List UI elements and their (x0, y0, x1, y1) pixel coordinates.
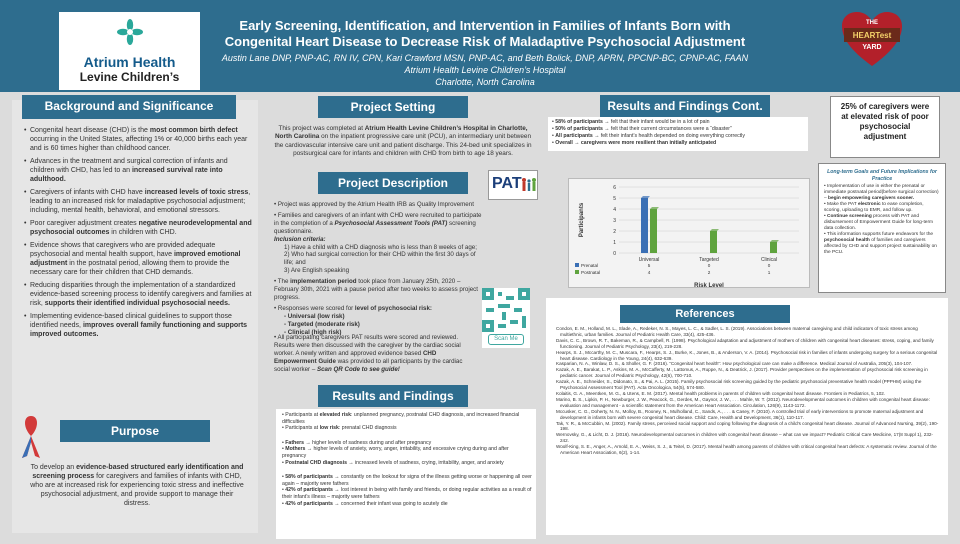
x-tick-label: Targeted (699, 257, 719, 263)
description-item: - Clinical (high risk) (284, 328, 342, 336)
results-item: • 42% of participants → concerned their infant was going to acutely die (282, 500, 448, 507)
poster-title: Early Screening, Identification, and Intervention in Families of Infants Born with Congenital Heart Disease to Decrease Risk of Maladaptive Psychosocial Adjustment (224, 18, 746, 49)
longterm-item: • This information supports future endeavors for the psychosocial health of families and caregivers affected by CHD and support project sustainability on the PCU. (824, 232, 937, 256)
y-axis-label: Participants (579, 202, 585, 238)
legend-table-value: 0 (707, 263, 711, 268)
description-item: • Families and caregivers of an infant with CHD were recruited to participate in the completion of a Psychosocial Assessment Tools (PAT) screening questionnaire. (274, 211, 482, 235)
legend-swatch (575, 270, 579, 274)
legend-table-value: 2 (707, 270, 711, 275)
x-tick-label: Clinical (760, 257, 778, 263)
legend-label: Postnatal (581, 270, 601, 275)
badge-line-3: YARD (862, 44, 882, 51)
results-item: • Mothers → higher levels of anxiety, worry, anger, irritability, and excessive crying during and after pregnancy (282, 446, 509, 459)
results-item: • Participants at elevated risk: unplanned pregnancy, postnatal CHD diagnosis, and increased financial difficulties (282, 412, 520, 425)
qr-code[interactable] (482, 288, 530, 348)
description-item: 2) Who had surgical correction for their CHD within the first 30 days of life; and (284, 251, 476, 267)
risk-chart-svg (569, 179, 811, 289)
x-axis-label: Risk Level (694, 283, 724, 289)
authors-block (215, 52, 755, 88)
references-heading: References (620, 305, 790, 323)
family-icon (521, 177, 537, 193)
atrium-logo (59, 12, 200, 90)
legend-table-value: 1 (767, 270, 771, 275)
background-heading: Background and Significance (22, 95, 236, 119)
description-item: Inclusion criteria: (274, 235, 326, 243)
callout-box: 25% of caregivers were at elevated risk of poor psychosocial adjustment (830, 96, 940, 158)
pat-logo-text: PAT (492, 175, 522, 192)
legend-table-value: 0 (767, 263, 771, 268)
results-cont-heading: Results and Findings Cont. (600, 95, 770, 117)
heart-badge-icon (840, 10, 904, 70)
y-tick-label: 3 (613, 218, 616, 224)
badge-line-1: THE (866, 20, 878, 26)
longterm-box (818, 163, 946, 293)
description-item: 3) Are English speaking (284, 267, 350, 275)
heartest-yard-badge (840, 10, 904, 70)
description-item: - Targeted (moderate risk) (284, 320, 360, 328)
qr-code-icon (482, 288, 530, 332)
reference-item: Condon, E. M., Holland, M. L., Slade, A., Redeker, N. S., Mayes, L. C., & Sadler, L. S. (2019). Associations between maternal caregiving and child indicators of toxic stress among multiethnic, urban families. Journal of Pediatric Health Care, 33(4), 425-436. (556, 326, 918, 337)
institution-line: Atrium Health Levine Children’s Hospital (404, 65, 566, 75)
description-list (274, 201, 484, 337)
awareness-ribbon-icon (18, 412, 44, 460)
y-tick-label: 2 (613, 229, 616, 235)
reference-item: Mccusker, C. G., Doherty, N. N., Molloy, B., Rooney, N., Mulholland, C., Sands, A., . . . & Casey, F. (2010). A controlled trial of early interventions to promote maternal adjustment and development in infants born with severe congenital heart disease. Child: Care, Health and Development, 36(1), 110-117. (556, 408, 924, 420)
reference-item: Marino, B. S., Lipkin, P. H., Newburger, J. W., Peacock, G., Gerdes, M., Gaynor, J. W., . . . Mahle, W. T. (2012). Neurodevelopmental outcomes in children with congenital heart disease: evaluation and management - a scientific statement from the American Heart Association. Circulation, 126(9), 1143-1172. (556, 396, 930, 408)
longterm-heading: Long-term Goals and Future Implications for Practice (827, 169, 937, 182)
longterm-item: • Implementation of use in either the prenatal or immediate postnatal period(before surgical correction) – begin empowering caregivers sooner. (824, 184, 939, 202)
background-item: • Evidence shows that caregivers who are provided adequate psychosocial and mental health support, have improved emotional adjustment in the postnatal period, allowing them to provide the necessary care for their children that CHD demands. (24, 241, 252, 277)
pat-logo (488, 170, 538, 200)
legend-table-value: 5 (647, 263, 651, 268)
y-tick-label: 5 (613, 196, 616, 202)
bar (641, 198, 648, 253)
results-cont-item: • 50% of participants → felt that their current circumstances were a “disaster” (552, 126, 732, 132)
results-item: • 58% of participants → constantly on the lookout for signs of the illness getting worse or happening all over again – majority were fathers (282, 474, 532, 487)
results-cont-list (552, 119, 806, 147)
results-list (282, 412, 532, 507)
results-cont-item: • 58% of participants → felt that their infant would be in a lot of pain (552, 119, 710, 125)
reference-item: Kasparian, N. A., Winlaw, D. S., & Sholler, G. F. (2016). “Congenital heart health”: How psychological care can make a difference. Medical Journal of Australia, 205(3), 104-107. (556, 361, 913, 367)
results-item: • 42% of participants → lost interest in being with family and friends, or doing regular activities as a result of their infant’s illness – majority were fathers (282, 487, 532, 500)
reference-item: Woolf-King, S. E., Anger, A., Arnold, E. A., Weiss, S. J., & Teitel, D. (2017). Mental health among parents of children with critical congenital heart defects: A systematic review. Journal of the American Heart Association, 6(2), 1-14. (556, 444, 937, 456)
setting-heading: Project Setting (318, 96, 468, 118)
logo-line-1: Atrium Health (83, 54, 176, 70)
bar-top (710, 229, 719, 231)
setting-text: This project was completed at Atrium Health Levine Children’s Hospital in Charlotte, North Carolina on the inpatient progressive care unit (PCU), an intermediary unit between the cardiovascular intensive care unit and patient discharge. This 24-bed unit specializes in postsurgical care for infants and children with CHD from birth to age 18 years. (274, 125, 532, 158)
reference-item: Wernovsky, G., & Licht, D. J. (2016). Neurodevelopmental outcomes in children with congenital heart disease – what can we impact? Pediatric Critical Care Medicine, 17(8 Suppl 1), 232-242. (556, 432, 933, 444)
legend-label: Prenatal (581, 263, 599, 268)
background-list (24, 126, 252, 343)
atrium-flower-icon (117, 19, 143, 45)
legend-swatch (575, 263, 579, 267)
y-tick-label: 0 (613, 251, 616, 257)
reference-item: Hearps, S. J., Mccarthy, M. C., Muscara, F., Hearps, S. J., Burke, K., Jones, B., & Anderson, V. A. (2014). Psychosocial risk in families of infants undergoing surgery for a serious congenital heart disease. Cardiology in the Young, 24(4), 632-639. (556, 349, 938, 361)
background-item: • Advances in the treatment and surgical correction of infants and children with CHD, has led to an increased survival rate into adulthood. (24, 157, 252, 184)
x-tick-label: Universal (638, 257, 660, 263)
longterm-list (819, 184, 945, 256)
background-item: • Congenital heart disease (CHD) is the most common birth defect occurring in the United States, affecting 1% or 40,000 births each year and is 60 times higher than childhood cancer. (24, 126, 252, 153)
background-item: • Poor caregiver adjustment creates negative neurodevelopmental and psychosocial outcomes in children with CHD. (24, 219, 252, 237)
bar (710, 231, 717, 253)
background-item: • Implementing evidence-based clinical guidelines to support those identified needs, improves overall family functioning and supports improved outcomes. (24, 312, 252, 339)
purpose-text: To develop an evidence-based structured early identification and screening process for caregivers and families of infants with CHD, who are at increased risk for experiencing toxic stress and ineffective psychosocial adjustment, and provide support to manage their distress. (30, 464, 244, 507)
risk-chart (568, 178, 810, 288)
longterm-item: • Make the PAT electronic to ease completion, scoring, uploading to EMR, and follow up. (824, 202, 924, 214)
description-heading: Project Description (318, 172, 468, 194)
reference-item: Kazak, A. E., Schneider, S., Didonato, S., & Pai, A. L. (2015). Family psychosocial risk screening guided by the pediatric psychosocial preventative health model (PPPHM) using the Psychosocial Assessment Tool (PAT). Acta Oncologica, 54(5), 574-580. (556, 379, 922, 391)
logo-line-2: Levine Children’s (79, 70, 180, 84)
bar-top (770, 240, 779, 242)
description-item: • Responses were scored for level of psychosocial risk: (274, 304, 432, 312)
reference-item: Kolaitis, G. A., Meentken, M. G., & Utens, E. M. (2017). Mental health problems in parents of children with congenital heart disease. Frontiers in Pediatrics, 5, 102. (556, 390, 886, 396)
description-item: • The implementation period took place from January 25th, 2020 – February 30th, 2021 with a pause period after two weeks to assess project progress. (274, 278, 478, 301)
results-heading: Results and Findings (318, 385, 468, 407)
header-banner (0, 0, 960, 92)
y-tick-label: 4 (613, 207, 616, 213)
description-item: • Project was approved by the Atrium Health IRB as Quality Improvement (274, 201, 474, 208)
background-item: • Reducing disparities through the implementation of a standardized evidence-based screening process to identify caregivers and families at risk, supports their identified individual psychosocial needs. (24, 281, 252, 308)
description-item: - Universal (low risk) (284, 312, 345, 320)
references-list (556, 326, 940, 456)
badge-line-2: HEARTest (852, 31, 892, 40)
results-item: • Participants at low risk: prenatal CHD diagnosis (282, 425, 397, 432)
y-tick-label: 1 (613, 240, 616, 246)
authors-line: Austin Lane DNP, PNP-AC, RN IV, CPN, Kari Crawford MSN, PNP-AC, and Beth Bolick, DNP, APRN, PPCNP-BC, CPNP-AC, FAAN (221, 53, 749, 63)
scan-me-label: Scan Me (488, 334, 524, 345)
results-cont-item: • All participants → felt their infant’s health depended on doing everything correctly (552, 133, 745, 139)
results-cont-item: • Overall → caregivers were more resilient than initially anticipated (552, 140, 717, 146)
description-item: • All participating caregivers PAT results were scored and reviewed. Results were then discussed with the caregiver by the cardiac social worker. A newly written and approved evidence based CHD Empowerment Guide was provided to all participants by the cardiac social worker – Scan QR Code to see guide! (274, 334, 463, 373)
results-item: • Fathers → higher levels of sadness during and after pregnancy (282, 439, 432, 446)
description-item: 1) Have a child with a CHD diagnosis who is less than 8 weeks of age; (284, 243, 477, 251)
background-item: • Caregivers of infants with CHD have increased levels of toxic stress, leading to an increased risk for maladaptive psychosocial adjustment; including, mental health, behavioral, and emotional stressors. (24, 188, 252, 215)
location-line: Charlotte, North Carolina (435, 77, 535, 87)
bar-top (650, 207, 659, 209)
reference-item: Davis, C. C., Brown, R. T., Bakeman, R., & Campbell, R. (1998). Psychological adaptation and adjustment of mothers of children with congenital heart diseases: stress, coping, and family functioning. Journal of Pediatric Psychology, 23(4), 219-228. (556, 337, 934, 349)
bar (650, 209, 657, 253)
results-item: • Postnatal CHD diagnosis → increased levels of sadness, crying, irritability, anger, and anxiety (282, 459, 504, 466)
legend-table-value: 4 (647, 270, 651, 275)
bar (770, 242, 777, 253)
reference-item: Tak, Y. R., & McCubbin, M. (2002). Family stress, perceived social support and coping following the diagnosis of a child’s congenital heart disease. Journal of Advanced Nursing, 39(2), 190-198. (556, 420, 939, 432)
bar-top (641, 196, 650, 198)
longterm-item: • Continue screening process with PAT and disbursement of Empowerment Guide for long-term data collection. (824, 214, 934, 232)
purpose-heading: Purpose (60, 420, 210, 442)
reference-item: Kazak, A. E., Barakat, L. P., Askins, M. A., McCafferty, M., Lattomus, A., Ruppe, N., & Deatrick, J. (2017). Provider perspectives on the implementation of psychosocial risk screening in pediatric cancer. Journal of Pediatric Psychology, 42(6), 700-710. (556, 367, 928, 379)
y-tick-label: 6 (613, 185, 616, 191)
